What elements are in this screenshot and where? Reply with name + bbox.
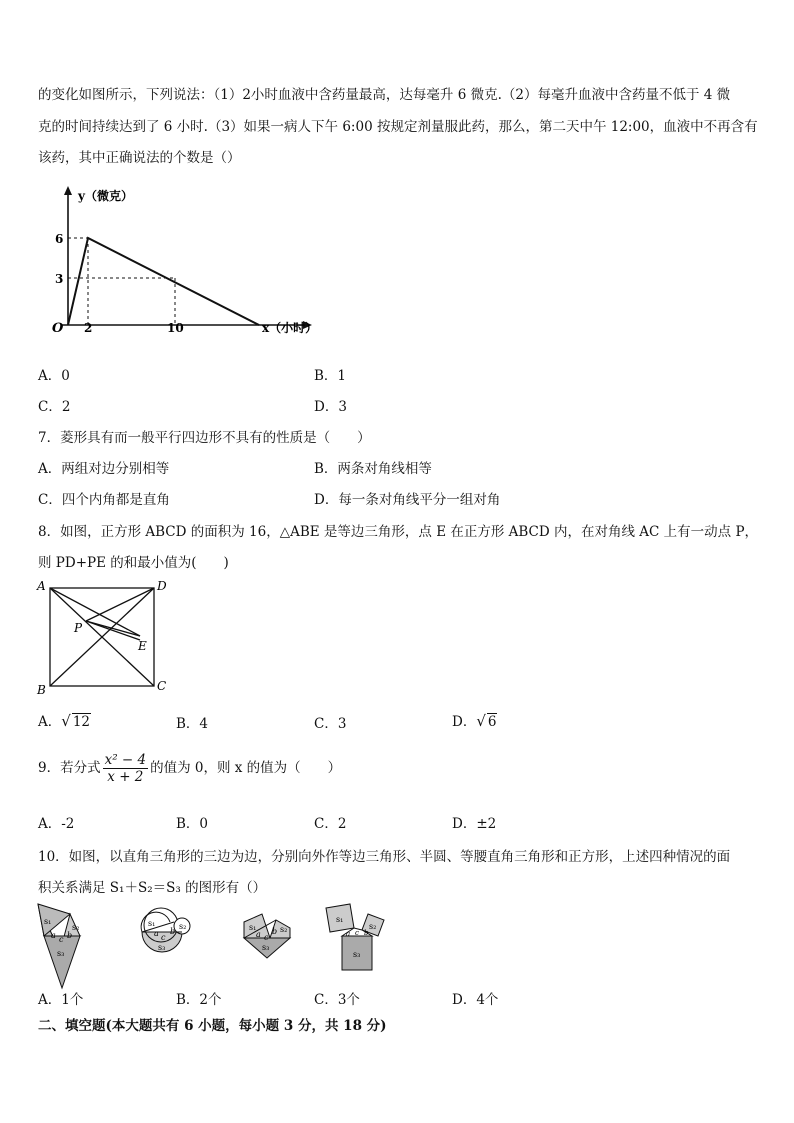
svg-text:c: c [59, 935, 64, 944]
q8-option-c: C．3 [314, 716, 347, 732]
svg-text:s₂: s₂ [369, 922, 377, 931]
q6-text-line2: 克的时间持续达到了 6 小时.（3）如果一病人下午 6:00 按规定剂量服此药，那么，第二天中午 12:00，血液中不再含有 [38, 119, 758, 135]
svg-text:a: a [346, 930, 351, 938]
label-d: D [157, 579, 167, 593]
q6-drug-graph [48, 182, 338, 342]
q10-option-d: D．4个 [452, 992, 499, 1008]
q6-option-a: A．0 [38, 368, 70, 384]
q6-option-c: C．2 [38, 399, 71, 415]
q10-figure-semicircles [136, 906, 196, 966]
q10-figure-squares [322, 902, 394, 974]
svg-text:a: a [51, 931, 56, 940]
y-axis-arrow [64, 186, 72, 195]
svg-text:s₁: s₁ [336, 915, 344, 924]
q6-option-b: B．1 [314, 368, 347, 384]
svg-text:s₁: s₁ [148, 919, 156, 928]
q9-option-a: A．-2 [38, 816, 75, 832]
q7-option-a: A．两组对边分别相等 [38, 461, 170, 477]
q6-text-line3: 该药，其中正确说法的个数是（） [38, 150, 241, 166]
svg-text:s₃: s₃ [57, 949, 65, 958]
q8-square-figure [34, 576, 174, 696]
q6-option-d: D．3 [314, 399, 347, 415]
svg-text:b: b [170, 927, 176, 936]
q10-option-a: A．1个 [38, 992, 84, 1008]
svg-text:c: c [264, 933, 269, 942]
q6-text-line1: 的变化如图所示，下列说法：（1）2小时血液中含药量最高，达每毫升 6 微克.（2）每毫升血液中含药量不低于 4 微 [38, 87, 731, 103]
q8-option-d: D．√ 6 [452, 712, 497, 730]
graph-x-label: x（小时） [262, 321, 318, 335]
q8-text-line1: 8．如图，正方形 ABCD 的面积为 16，△ABE 是等边三角形，点 E 在正方形 ABCD 内，在对角线 AC 上有一动点 P， [38, 524, 759, 540]
q9-option-b: B．0 [176, 816, 209, 832]
label-a: A [37, 579, 46, 593]
q10-option-c: C．3个 [314, 992, 360, 1008]
label-p: P [74, 621, 83, 635]
graph-origin: O [52, 321, 64, 336]
q8-option-a: A．√ 12 [38, 712, 90, 730]
svg-text:s₂: s₂ [179, 922, 187, 931]
label-b: B [37, 683, 46, 696]
svg-text:s₁: s₁ [249, 923, 257, 932]
label-c: C [157, 679, 167, 693]
q10-text-line2: 积关系满足 S₁＋S₂＝S₃ 的图形有（） [38, 880, 267, 896]
svg-text:c: c [355, 929, 359, 937]
drug-curve [68, 238, 259, 325]
q7-option-d: D．每一条对角线平分一组对角 [314, 492, 501, 508]
svg-text:b: b [67, 931, 73, 940]
svg-text:a: a [256, 930, 261, 939]
svg-text:s₂: s₂ [280, 925, 288, 934]
q10-option-b: B．2个 [176, 992, 222, 1008]
q10-figure-isosceles [240, 910, 296, 962]
graph-x-tick-2: 2 [84, 321, 93, 335]
graph-y-tick-3: 3 [55, 272, 64, 286]
svg-text:s₃: s₃ [158, 943, 166, 952]
q9-option-d: D．±2 [452, 816, 497, 832]
svg-text:b: b [364, 929, 369, 937]
graph-y-label: y（微克） [78, 189, 133, 203]
svg-text:s₃: s₃ [262, 943, 270, 952]
q10-text-line1: 10．如图，以直角三角形的三边为边，分别向外作等边三角形、半圆、等腰直角三角形和正方形，上述四种情况的面 [38, 849, 731, 865]
q7-option-b: B．两条对角线相等 [314, 461, 432, 477]
svg-text:s₃: s₃ [353, 950, 361, 959]
svg-text:b: b [272, 927, 278, 936]
q8-option-b: B．4 [176, 716, 209, 732]
q7-option-c: C．四个内角都是直角 [38, 492, 170, 508]
q8-text-line2: 则 PD+PE 的和最小值为( ) [38, 555, 229, 571]
q10-figure-equilateral [34, 900, 94, 992]
graph-y-tick-6: 6 [55, 232, 64, 246]
label-e: E [138, 639, 147, 653]
section-2-title: 二、填空题(本大题共有 6 小题，每小题 3 分，共 18 分) [38, 1018, 387, 1034]
svg-text:a: a [154, 929, 159, 938]
graph-x-tick-10: 10 [167, 321, 184, 335]
svg-text:s₂: s₂ [72, 923, 80, 932]
q9-fraction: $\frac{\text{x² − 4}}{x + 2}$ [104, 752, 147, 785]
q9-option-c: C．2 [314, 816, 347, 832]
svg-text:c: c [161, 933, 166, 942]
q7-text: 7．菱形具有而一般平行四边形不具有的性质是（ ） [38, 430, 371, 446]
svg-text:s₁: s₁ [44, 917, 52, 926]
q9-text: 9．若分式 $\frac{\text{x² − 4}}{x + 2}$ 的值为 0，则 x 的值为（ ） [38, 752, 342, 785]
